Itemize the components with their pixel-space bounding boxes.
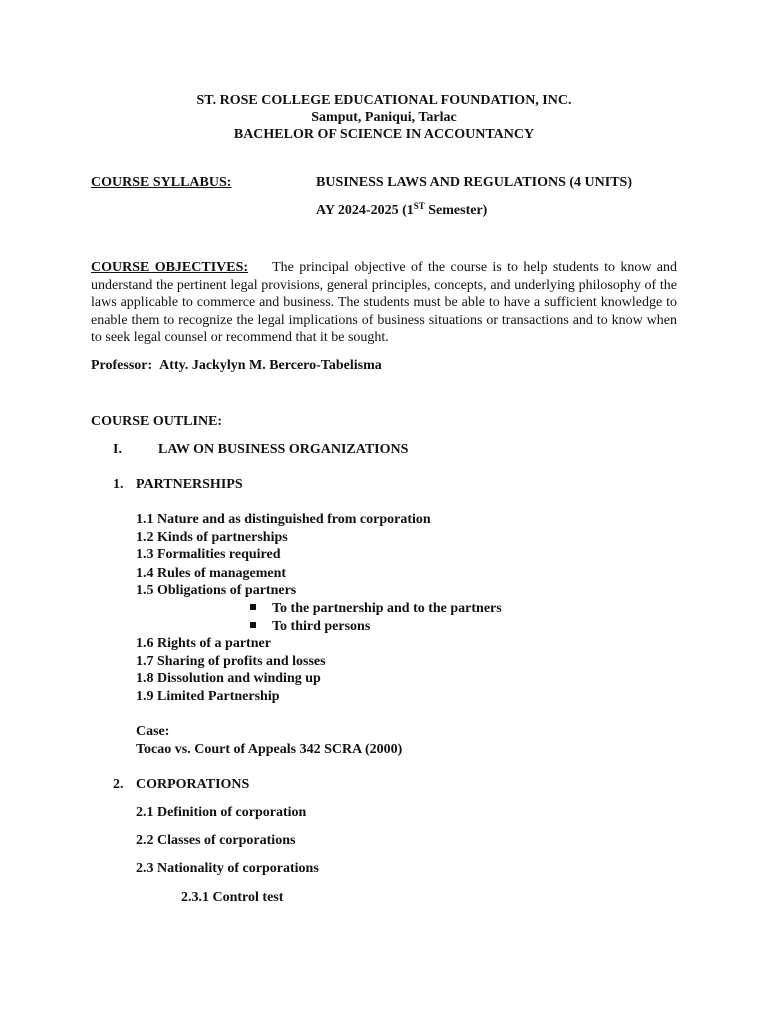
partnerships-number: 1. [113,477,124,492]
square-bullet-icon [250,622,256,628]
list-item: 1.3 Formalities required [136,547,281,562]
list-item: 1.1 Nature and as distinguished from corporation [136,512,431,527]
program-name: BACHELOR OF SCIENCE IN ACCOUNTANCY [233,127,535,142]
list-item: 2.2 Classes of corporations [136,833,296,848]
list-item: 1.8 Dissolution and winding up [136,671,321,686]
list-item: 1.2 Kinds of partnerships [136,530,288,545]
institution-address: Samput, Paniqui, Tarlac [311,110,457,125]
academic-year: AY 2024-2025 (1ST Semester) [316,201,488,218]
course-objectives-text: The principal objective of the course is to help students to know and understand the pertinent legal provisions, general principles, concepts, and underlying philosophy of the laws applicable to commerce and business. The students must be able to have a sufficient knowledge to enable them to recognize the legal implications of business situations or transactions and to know when to seek legal counsel or recommend that it be sought. [91,260,678,346]
list-item: 1.4 Rules of management [136,566,287,581]
course-outline-title: COURSE OUTLINE: [91,414,223,429]
list-item: 1.9 Limited Partnership [136,689,280,704]
bullet-item: To the partnership and to the partners [250,601,502,617]
course-title: BUSINESS LAWS AND REGULATIONS (4 UNITS) [316,175,632,190]
course-objectives [91,259,677,347]
square-bullet-icon [250,604,256,610]
case-citation: Tocao vs. Court of Appeals 342 SCRA (2000) [136,742,403,757]
partnerships-title: PARTNERSHIPS [136,477,243,492]
course-objectives-label: COURSE OBJECTIVES: [91,260,249,275]
course-syllabus-label: COURSE SYLLABUS: [91,175,232,190]
case-label: Case: [136,724,170,739]
corporations-number: 2. [113,777,124,792]
list-item: 1.5 Obligations of partners [136,583,297,598]
list-item: 1.7 Sharing of profits and losses [136,654,326,669]
professor-line: Professor: Atty. Jackylyn M. Bercero-Tabelisma [91,358,382,373]
bullet-item: To third persons [250,619,370,635]
section-number: I. [113,442,122,457]
corporations-title: CORPORATIONS [136,777,250,792]
list-item: 2.1 Definition of corporation [136,805,307,820]
section-title: LAW ON BUSINESS ORGANIZATIONS [158,442,409,457]
institution-name: ST. ROSE COLLEGE EDUCATIONAL FOUNDATION, INC. [196,93,572,108]
list-item: 1.6 Rights of a partner [136,636,271,651]
professor-name: Atty. Jackylyn M. Bercero-Tabelisma [159,358,382,373]
list-item: 2.3 Nationality of corporations [136,861,319,876]
sub-list-item: 2.3.1 Control test [181,890,284,905]
